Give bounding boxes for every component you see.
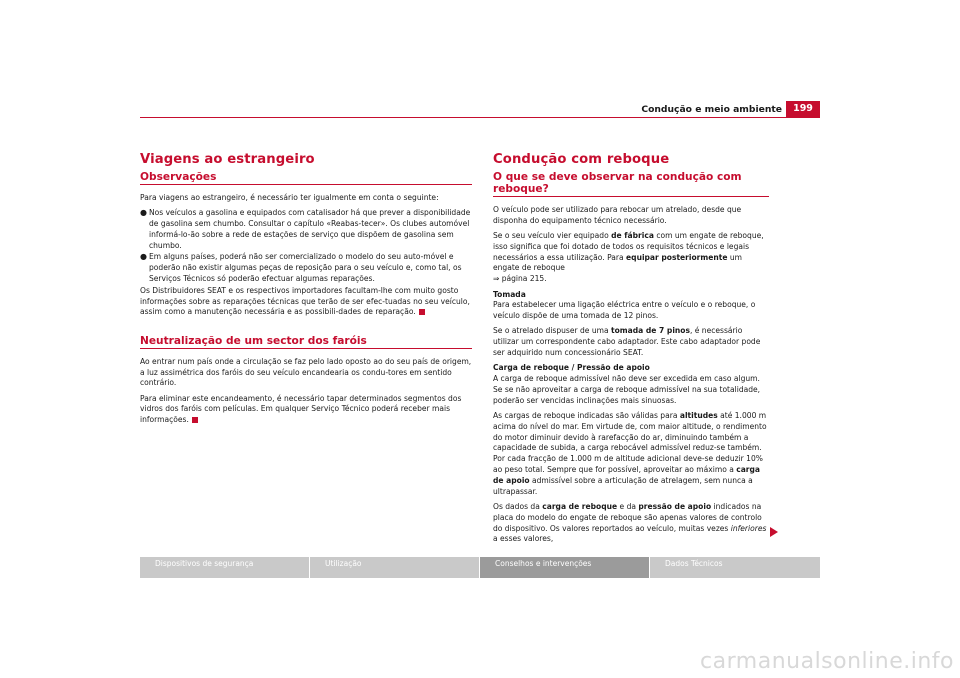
bullet-text: Nos veículos a gasolina e equipados com catalisador há que prever a disponibilidade de gasolina sem chumbo. Consultar o capítulo «Reabas-tecer». Os clubes automóvel informá-lo-ão sobre a rede de estações de serviço que dispõem de gasolina sem chumbo.	[149, 208, 471, 250]
paragraph	[140, 286, 472, 318]
paragraph: Os dados da carga de reboque e da pressão de apoio indicados na placa do modelo do engate de reboque são apenas valores de controlo do dispositivo. Os valores reportados ao veículo, muitas vezes inferiores a esses valores,	[493, 501, 767, 544]
footer-tab-utilizacao[interactable]: Utilização	[310, 557, 480, 578]
next-page-arrow-icon[interactable]	[770, 527, 778, 537]
right-column	[493, 152, 769, 550]
footer-tab-conselhos[interactable]: Conselhos e intervenções	[480, 557, 650, 578]
running-header: Condução e meio ambiente	[641, 104, 782, 115]
paragraph: A carga de reboque admissível não deve ser excedida em caso algum. Se se não aproveitar a carga de reboque admissível na sua totalidade, poderão ser vencidas inclinações mais sinuosas.	[493, 374, 761, 405]
bullet-item	[140, 208, 472, 252]
bullet-icon: ●	[140, 252, 147, 262]
paragraph: As cargas de reboque indicadas são válidas para altitudes até 1.000 m acima do nível do mar. Em virtude de, com maior altitude, o rendimento do motor diminuir devido à rarefacção do ar, diminuindo também a capacidade de subida, a carga rebocável admissível reduz-se também. Por cada fracção de 1.000 m de altitude adicional deve-se deduzir 10% ao peso total. Sempre que for possível, aproveitar ao máximo a carga de apoio admissível sobre a articulação de atrelagem, sem nunca a ultrapassar.	[493, 411, 767, 496]
footer-tab-dados[interactable]: Dados Técnicos	[665, 559, 723, 568]
paragraph: Para estabelecer uma ligação eléctrica entre o veículo e o reboque, o veículo dispõe de uma tomada de 12 pinos.	[493, 300, 756, 321]
subheading-tomada: Tomada	[493, 289, 526, 299]
section-title-reboque: O que se deve observar na condução com reboque?	[493, 171, 769, 197]
subheading-carga: Carga de reboque / Pressão de apoio	[493, 363, 650, 373]
bullet-item	[140, 252, 472, 285]
bullet-icon: ●	[140, 208, 147, 218]
watermark: carmanualsonline.info	[700, 649, 954, 674]
header-rule	[140, 117, 820, 118]
paragraph: Se o atrelado dispuser de uma tomada de 7 pinos, é necessário utilizar um correspondente cabo adaptador. Este cabo adaptador pode ser adquirido num concessionário SEAT.	[493, 326, 761, 358]
end-of-section-icon	[419, 309, 425, 315]
paragraph: Se o seu veículo vier equipado de fábrica com um engate de reboque, isso significa que foi dotado de todos os requisitos técnicos e legais necessários a essa utilização. Para equipar posteriormente um engate de reboque ⇒ página 215.	[493, 231, 764, 284]
paragraph: O veículo pode ser utilizado para rebocar um atrelado, desde que disponha do equipamento técnico necessário.	[493, 205, 742, 225]
paragraph	[140, 394, 472, 426]
chapter-title-viagens: Viagens ao estrangeiro	[140, 152, 315, 167]
page-reference-link[interactable]: ⇒ página 215.	[493, 274, 547, 284]
footer-tab-seguranca[interactable]: Dispositivos de segurança	[140, 557, 310, 578]
page-number: 199	[786, 101, 820, 117]
left-column	[140, 152, 472, 431]
paragraph: Ao entrar num país onde a circulação se faz pelo lado oposto ao do seu país de origem, a luz assimétrica dos faróis do seu veículo encandearia os condu-tores em sentido contrário.	[140, 356, 472, 388]
chapter-title-reboque: Condução com reboque	[493, 152, 670, 167]
paragraph-text: Para eliminar este encandeamento, é necessário tapar determinados segmentos dos vidros dos faróis com películas. Em qualquer Serviço Técnico poderá receber mais informações.	[140, 393, 462, 425]
section-title-observacoes: Observações	[140, 171, 472, 185]
paragraph: Para viagens ao estrangeiro, é necessário ter igualmente em conta o seguinte:	[140, 193, 439, 202]
end-of-section-icon	[192, 417, 198, 423]
paragraph-text: Os Distribuidores SEAT e os respectivos importadores facultam-lhe com muito gosto informações sobre as reparações técnicas que terão de ser efec-tuadas no seu veículo, assim como a manutenção necessária e as possibili-dades de reparação.	[140, 285, 470, 317]
section-title-farois: Neutralização de um sector dos faróis	[140, 335, 472, 349]
bullet-text: Em alguns países, poderá não ser comercializado o modelo do seu auto-móvel e poderão não existir algumas peças de reposição para o seu veículo e, como tal, os Serviços Técnicos só poderão efectuar algumas reparações.	[149, 252, 462, 284]
